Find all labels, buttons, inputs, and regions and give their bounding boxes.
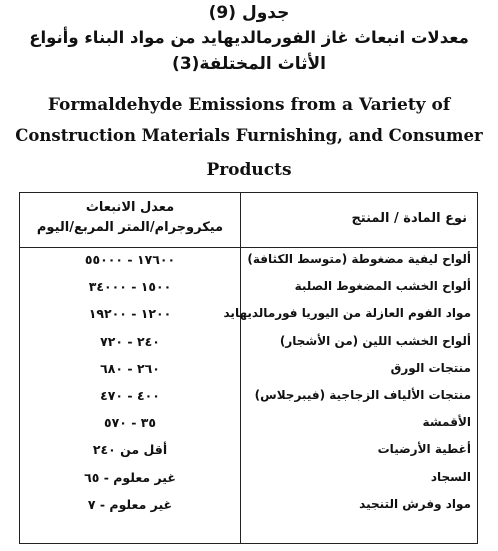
table-row [20, 358, 479, 385]
table-row [20, 385, 479, 412]
table-row [20, 276, 479, 303]
material-cell: الأقمشة [422, 415, 471, 430]
emission-rate-cell: ١٢٠٠ - ١٩٢٠٠ [88, 306, 172, 322]
table-number-arabic: جدول (9) [208, 3, 290, 23]
emission-rate-cell: ١٥٠٠ - ٣٤٠٠٠ [88, 279, 172, 295]
emission-rate-cell: أقل من ٢٤٠ [92, 442, 168, 458]
table-row [20, 249, 479, 276]
material-cell: ألواح الخشب المضغوط الصلبة [294, 279, 471, 294]
table-row [20, 467, 479, 494]
header-emission-rate-unit: ميكروجرام/المتر المربع/اليوم [36, 220, 224, 235]
material-cell: ألواح الخشب اللين (من الأشجار) [279, 333, 471, 348]
table-row [20, 303, 479, 330]
material-cell: مواد وفرش التنجيد [359, 496, 471, 511]
emission-rate-cell: ٢٦٠ - ٦٨٠ [100, 360, 160, 376]
emission-rate-cell: ١٧٦٠٠ - ٥٥٠٠٠ [84, 252, 176, 267]
header-divider [20, 247, 477, 248]
material-cell: منتجات الورق [390, 360, 471, 375]
header-emission-rate-title: معدل الانبعاث [85, 200, 175, 215]
table-title-arabic-line2: الأثاث المختلفة(3) [172, 54, 326, 74]
table-title-arabic-line1: معدلات انبعاث غاز الفورمالديهايد من مواد البناء وأنواع [29, 28, 469, 47]
emissions-table [19, 192, 478, 544]
material-cell: مواد الفوم العازلة من اليوريا فورمالديهايد [223, 306, 471, 321]
table-title-english-line1: Formaldehyde Emissions from a Variety of [47, 95, 451, 115]
emission-rate-cell: ٢٤٠ - ٧٢٠ [100, 333, 160, 349]
table-row [20, 331, 479, 358]
header-material: نوع المادة / المنتج [351, 211, 467, 226]
material-cell: منتجات الألياف الزجاجية (فيبرجلاس) [254, 387, 471, 402]
table-row [20, 412, 479, 439]
material-cell: السجاد [430, 469, 471, 484]
table-title-english-line3: Products [206, 160, 292, 180]
material-cell: أغطية الأرضيات [377, 442, 471, 457]
table-row [20, 439, 479, 466]
table-row [20, 494, 479, 521]
emission-rate-cell: ٣٥ - ٥٧٠ [103, 415, 157, 431]
emission-rate-cell: ٤٠٠ - ٤٧٠ [100, 387, 160, 403]
table-title-english-line2: Construction Materials Furnishing, and Consumer [15, 126, 483, 145]
emission-rate-cell: غير معلوم - ٧ [87, 496, 173, 512]
material-cell: ألواح ليفية مضغوطة (متوسط الكثافة) [247, 252, 471, 266]
table-body [20, 249, 479, 521]
header-emission-rate [22, 198, 238, 238]
emission-rate-cell: غير معلوم - ٦٥ [84, 469, 176, 485]
